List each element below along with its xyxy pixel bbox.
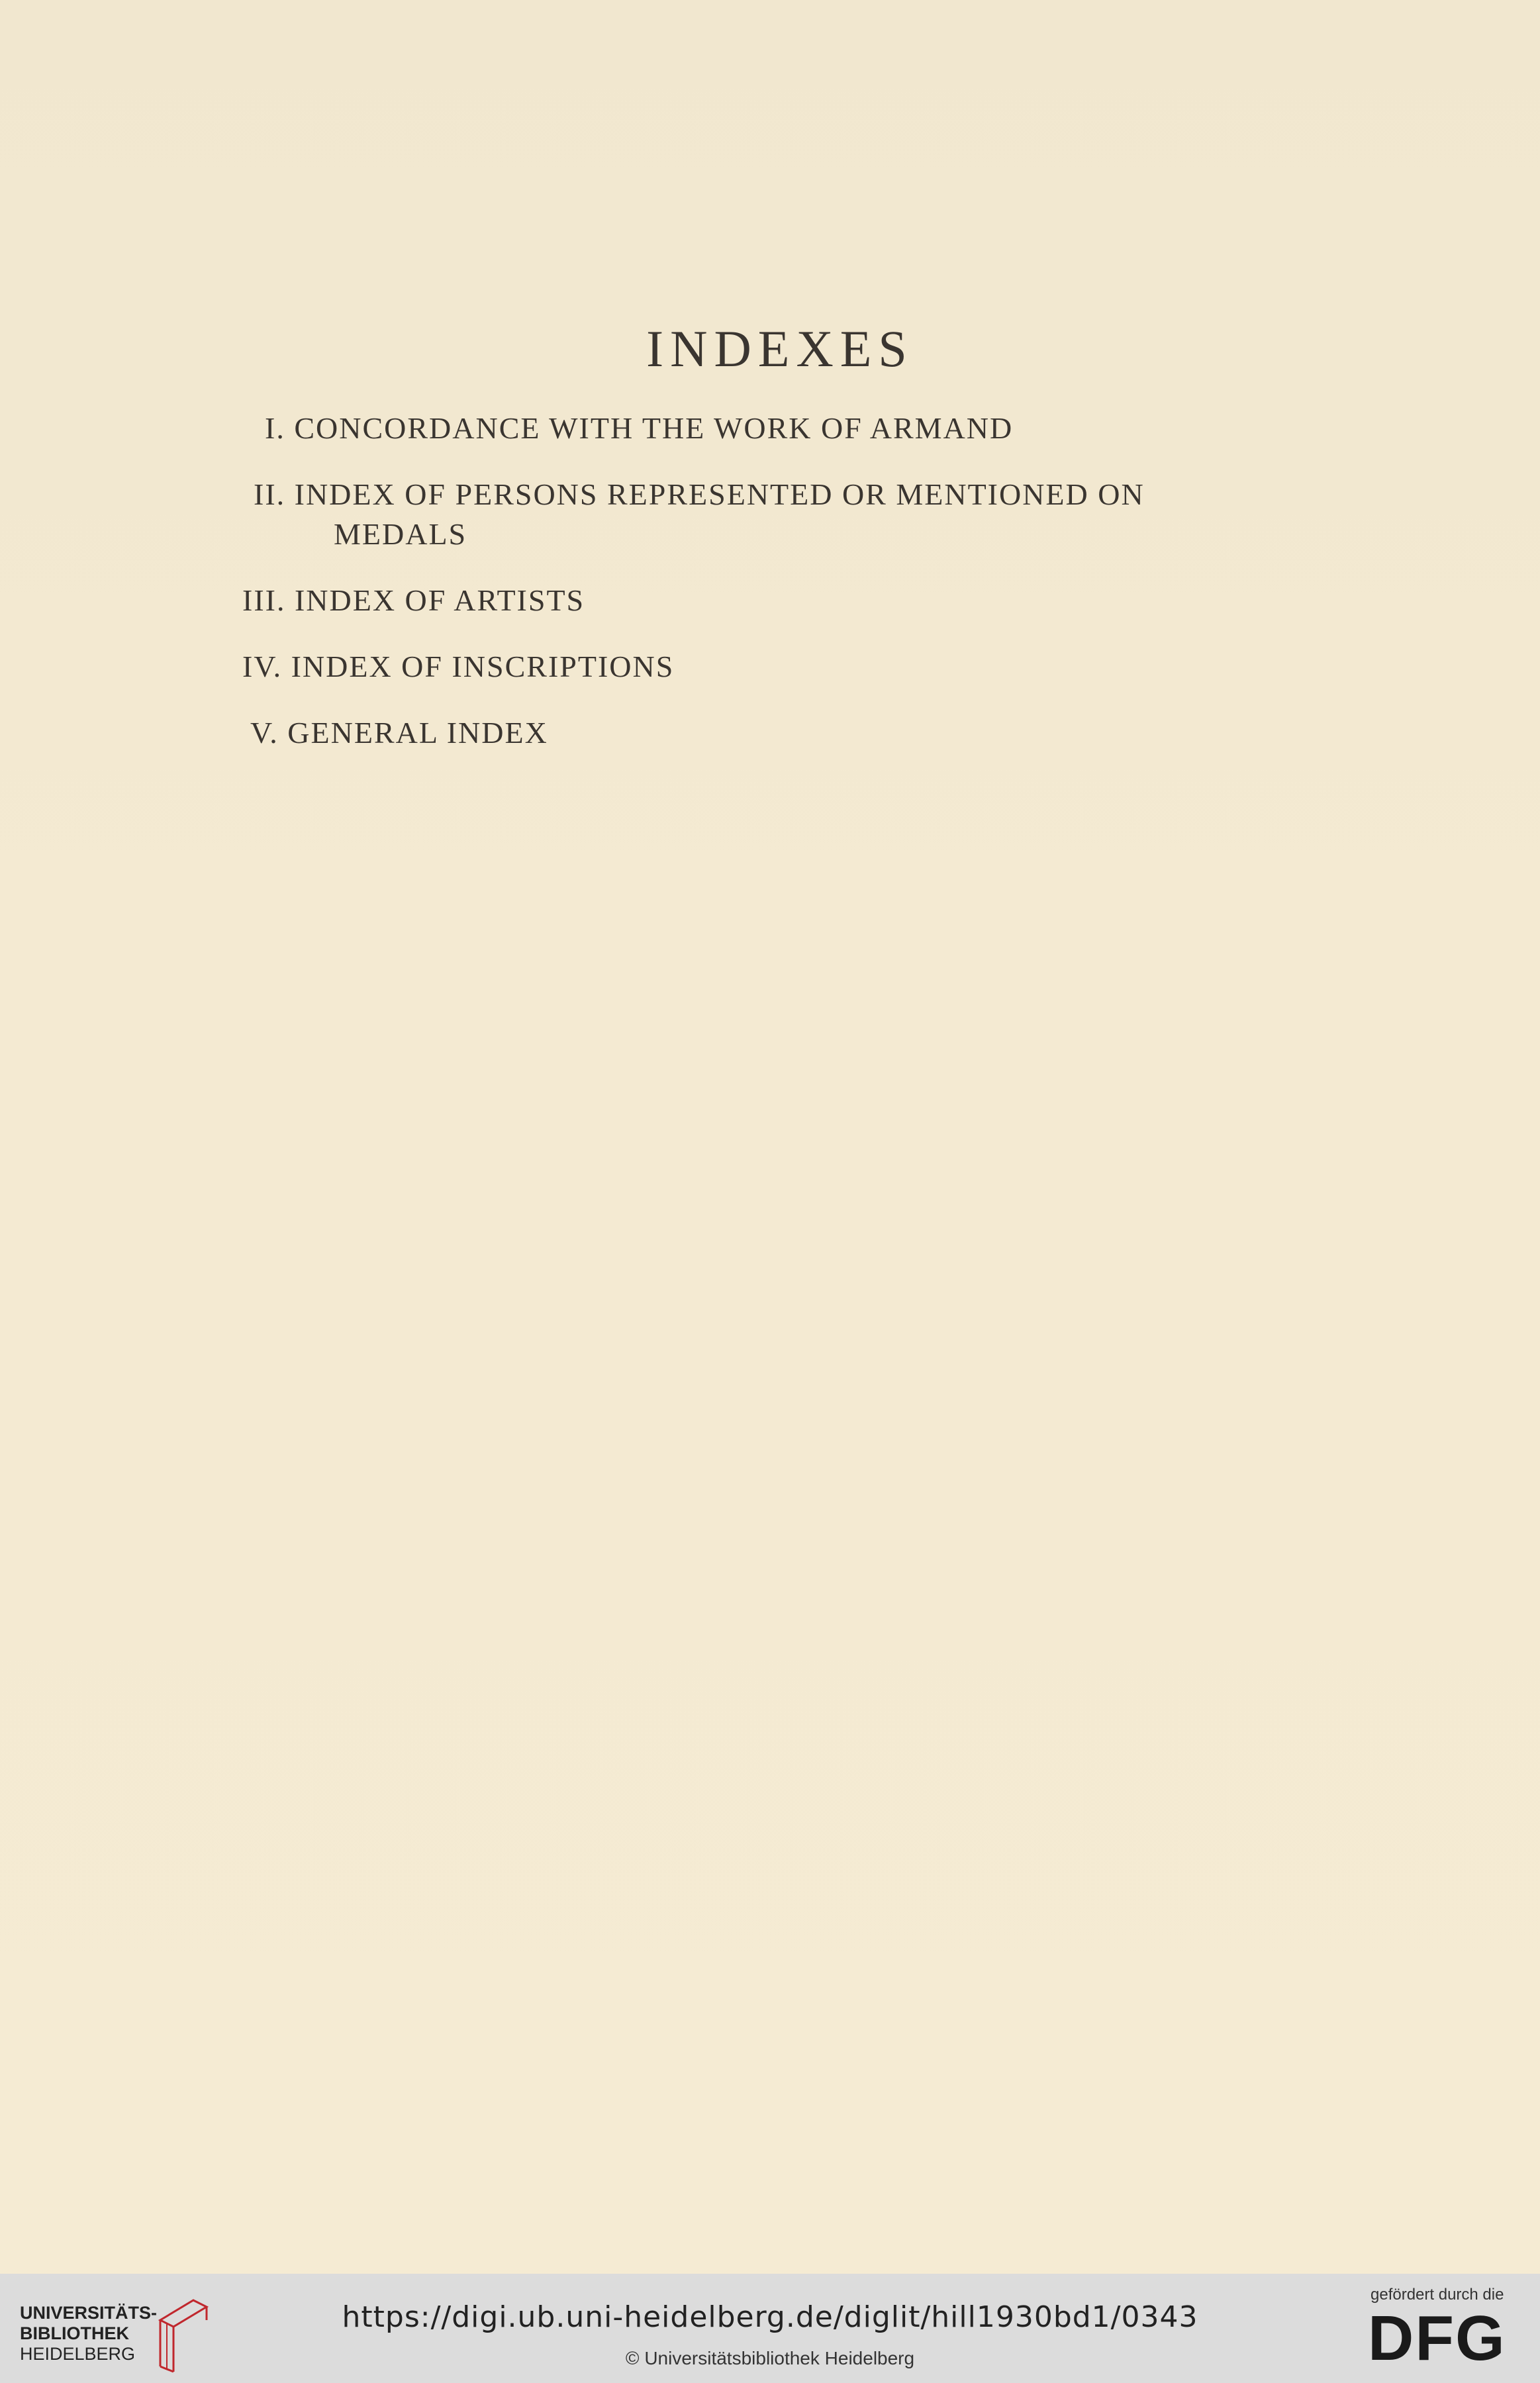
- entry-text: GENERAL INDEX: [287, 716, 548, 750]
- copyright-notice: © Universitätsbibliothek Heidelberg: [625, 2348, 915, 2368]
- entry-number: IV.: [242, 650, 283, 683]
- entry-text: INDEX OF PERSONS REPRESENTED OR MENTIONED ON: [294, 477, 1145, 511]
- index-entry-3: [242, 583, 585, 618]
- index-entry-2-continuation: [334, 516, 467, 552]
- entry-text: CONCORDANCE WITH THE WORK OF ARMAND: [294, 411, 1014, 445]
- entry-number: I.: [265, 411, 285, 445]
- funding-note: gefördert durch die: [1371, 2286, 1504, 2304]
- entry-number: V.: [250, 716, 279, 750]
- entry-text-continued: MEDALS: [334, 517, 467, 551]
- index-entry-1: [265, 411, 1013, 446]
- entry-text: INDEX OF INSCRIPTIONS: [291, 650, 675, 683]
- entry-number: III.: [242, 583, 286, 617]
- library-logo-line1: UNIVERSITÄTS-: [20, 2303, 158, 2323]
- library-logo-line2: BIBLIOTHEK: [20, 2323, 129, 2343]
- page-title: INDEXES: [646, 320, 914, 377]
- entry-text: INDEX OF ARTISTS: [294, 583, 585, 617]
- index-entry-4: [242, 649, 674, 684]
- index-entry-5: [250, 715, 548, 750]
- index-entry-2: [254, 477, 1145, 512]
- library-logo-line3: HEIDELBERG: [20, 2344, 136, 2364]
- page-url-link[interactable]: https://digi.ub.uni-heidelberg.de/diglit/hill1930bd1/0343: [342, 2300, 1198, 2334]
- entry-number: II.: [254, 477, 286, 511]
- viewer-footer: [0, 2274, 1540, 2383]
- dfg-logo[interactable]: DFG: [1368, 2303, 1506, 2374]
